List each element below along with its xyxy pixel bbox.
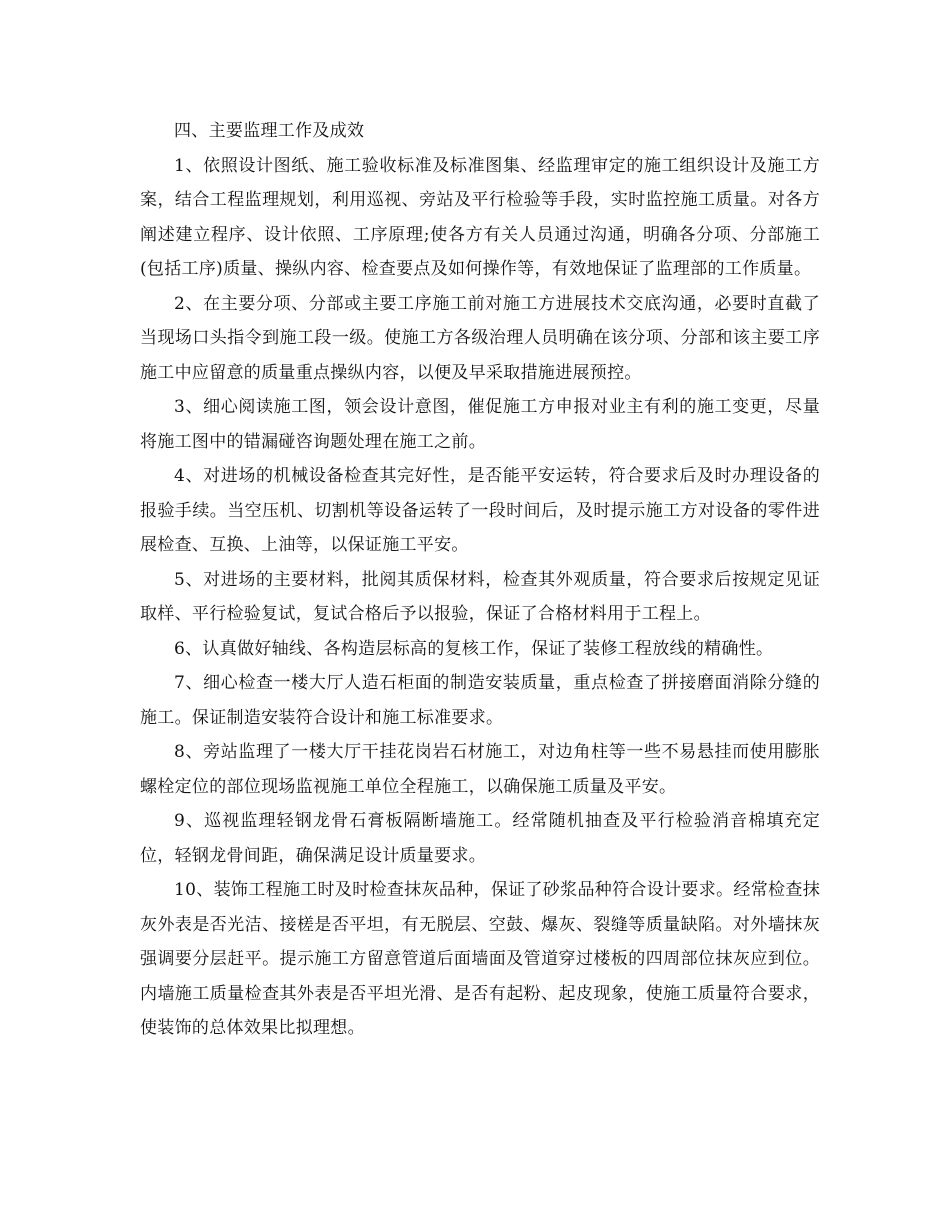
document-body (140, 114, 820, 1046)
paragraph-2: 2、在主要分项、分部或主要工序施工前对施工方进展技术交底沟通，必要时直截了当现场口头指令到施工段一级。使施工方各级治理人员明确在该分项、分部和该主要工序施工中应留意的质量重点操纵内容，以便及早采取措施进展预控。 (140, 293, 820, 383)
paragraph-5: 5、对进场的主要材料，批阅其质保材料，检查其外观质量，符合要求后按规定见证取样、平行检验复试，复试合格后予以报验，保证了合格材料用于工程上。 (140, 569, 820, 624)
paragraph-4: 4、对进场的机械设备检查其完好性，是否能平安运转，符合要求后及时办理设备的报验手续。当空压机、切割机等设备运转了一段时间后，及时提示施工方对设备的零件进展检查、互换、上油等，以保证施工平安。 (140, 466, 820, 555)
paragraph-8: 8、旁站监理了一楼大厅干挂花岗岩石材施工，对边角柱等一些不易悬挂而使用膨胀螺栓定位的部位现场监视施工单位全程施工，以确保施工质量及平安。 (140, 742, 820, 797)
paragraph-3: 3、细心阅读施工图，领会设计意图，催促施工方申报对业主有利的施工变更，尽量将施工图中的错漏碰咨询题处理在施工之前。 (140, 397, 820, 452)
paragraph-6: 6、认真做好轴线、各构造层标高的复核工作，保证了装修工程放线的精确性。 (174, 638, 774, 659)
paragraph-10: 10、装饰工程施工时及时检查抹灰品种，保证了砂浆品种符合设计要求。经常检查抹灰外表是否光洁、接槎是否平坦，有无脱层、空鼓、爆灰、裂缝等质量缺陷。对外墙抹灰强调要分层赶平。提示施工方留意管道后面墙面及管道穿过楼板的四周部位抹灰应到位。内墙施工质量检查其外表是否平坦光滑、是否有起粉、起皮现象，使施工质量符合要求，使装饰的总体效果比拟理想。 (140, 880, 820, 1038)
paragraph-9: 9、巡视监理轻钢龙骨石膏板隔断墙施工。经常随机抽查及平行检验消音棉填充定位，轻钢龙骨间距，确保满足设计质量要求。 (140, 811, 820, 866)
paragraph-7: 7、细心检查一楼大厅人造石柜面的制造安装质量，重点检查了拼接磨面消除分缝的施工。保证制造安装符合设计和施工标准要求。 (140, 673, 820, 728)
section-heading: 四、主要监理工作及成效 (174, 121, 365, 141)
paragraph-1: 1、依照设计图纸、施工验收标准及标准图集、经监理审定的施工组织设计及施工方案，结合工程监理规划，利用巡视、旁站及平行检验等手段，实时监控施工质量。对各方阐述建立程序、设计依照、工序原理;使各方有关人员通过沟通，明确各分项、分部施工(包括工序)质量、操纵内容、检查要点及如何操作等，有效地保证了监理部的工作质量。 (140, 155, 820, 279)
